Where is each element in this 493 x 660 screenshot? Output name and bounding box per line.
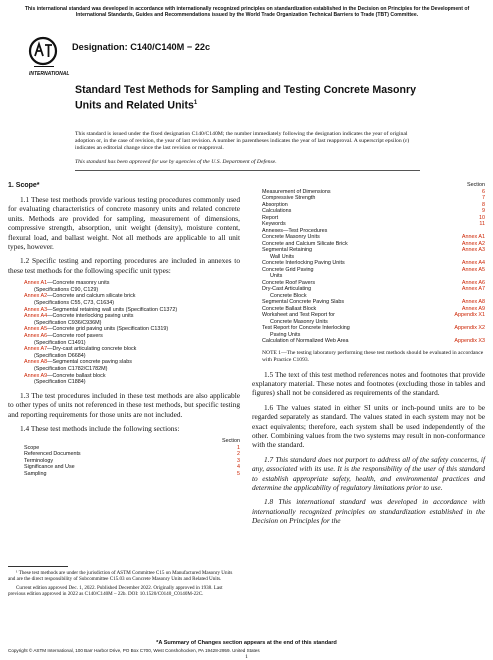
section-link[interactable]: 11 <box>479 221 485 227</box>
designation: Designation: C140/C140M − 22c <box>72 42 211 52</box>
para-1-1: 1.1 These test methods provide various testing procedures commonly used for evaluating characteristics of concrete masonry units and related concrete units. Methods are provided for sampling, measurement of dimensions, compressive strength, absorption, unit weight (density), moisture content, flexural load, and ballast weight. Not all methods are applicable to all unit types, however. <box>8 195 240 252</box>
section-link[interactable]: Annex A7 <box>461 286 485 292</box>
para-1-3: 1.3 The test procedures included in these test methods are also applicable to other types of units not referenced in these test methods, but specific testing and reporting requirements for those units are not included. <box>8 390 240 419</box>
annex-list <box>24 280 240 386</box>
annex-link[interactable]: Annex A8 <box>24 359 48 366</box>
annex-item: Annex A4—Concrete interlocking paving units (Specification C936/C936M) <box>24 313 134 326</box>
toc-row-continuation: Wall Units <box>270 253 295 260</box>
toc-row: Compressive Strength 7 <box>262 195 485 201</box>
right-column <box>252 182 485 531</box>
section-link[interactable]: Appendix X1 <box>454 312 485 318</box>
section-link[interactable]: 5 <box>237 470 240 477</box>
copyright: Copyright © ASTM International, 100 Barr Harbor Drive, PO Box C700, West Conshohocken, PA 19428-2959. United States <box>8 648 260 653</box>
section-link[interactable]: Annex A1 <box>461 234 485 240</box>
astm-logo-icon <box>28 36 70 84</box>
annex-link[interactable]: Annex A9 <box>24 372 48 379</box>
logo-text: INTERNATIONAL <box>29 71 70 77</box>
section-link[interactable]: 6 <box>482 188 485 195</box>
annex-item: Annex A6—Concrete roof pavers (Specification C1491) <box>24 333 103 346</box>
section-link[interactable]: 4 <box>237 464 240 471</box>
annex-link[interactable]: Annex A2 <box>24 293 48 300</box>
toc-row: Calculation of Normalized Web Area Appendix X3 <box>262 338 485 344</box>
para-1-5: 1.5 The text of this test method references notes and footnotes that provide explanatory material. These notes and footnotes (excluding those in tables and figures) shall not be considered as requirements of the standard. <box>252 369 485 398</box>
toc-row: Calculations 9 <box>262 208 485 214</box>
toc-row: Dry-Cast Articulating Annex A7 <box>262 286 485 292</box>
toc-row: Scope 1 <box>24 444 240 451</box>
toc-header: Section <box>222 438 240 445</box>
toc-row: Annexes—Test Procedures <box>262 227 328 234</box>
section-link[interactable]: 2 <box>237 451 240 458</box>
para-1-7: 1.7 This standard does not purport to address all of the safety concerns, if any, associated with its use. It is the responsibility of the user of this standard to establish appropriate safety, health, and environmental practices and determine the applicability of regulatory limitations prior to use. <box>252 454 485 492</box>
section-link[interactable]: Annex A8 <box>461 299 485 305</box>
toc-row-continuation: Concrete Block <box>270 292 307 299</box>
toc-row: Concrete and Calcium Silicate Brick Annex A2 <box>262 240 485 247</box>
toc-row: Segmental Concrete Paving Slabs Annex A8 <box>262 299 485 305</box>
annex-link[interactable]: Annex A3 <box>24 306 48 313</box>
footnote-1: ¹ These test methods are under the jurisdiction of ASTM Committee C15 on Manufactured Masonry Units and are the direct responsibility of Subcommittee C15.03 on Concrete Masonry Units and Related Units. <box>8 570 233 583</box>
standard-issue-note: This standard is issued under the fixed designation C140/C140M; the number immediately following the designation indicates the year of original adoption or, in the case of revision, the year of last revision. A number in parentheses indicates the year of last reapproval. A superscript epsilon (ε) indicates an editorial change since the last revision or reapproval. <box>75 131 410 152</box>
section-link[interactable]: 3 <box>237 457 240 464</box>
section-link[interactable]: Annex A6 <box>461 279 485 286</box>
toc-row: Concrete Roof Pavers Annex A6 <box>262 279 485 286</box>
annex-item: Annex A8—Segmental concrete paving slabs (Specification C1782/C1782M) <box>24 359 132 372</box>
annex-item: Annex A2—Concrete and calcium silicate brick (Specifications C55, C73, C1634) <box>24 293 136 307</box>
footnote-divider <box>8 566 68 567</box>
astm-logo <box>28 36 70 84</box>
section-link[interactable]: Annex A9 <box>461 305 485 312</box>
toc-row-continuation: Units <box>270 273 283 279</box>
toc-row: Report 10 <box>262 214 485 221</box>
annex-item: Annex A9—Concrete ballast block (Specification C1884) <box>24 372 106 386</box>
dod-approval-note: This standard has been approved for use by agencies of the U.S. Department of Defense. <box>75 159 277 165</box>
annex-link[interactable]: Annex A6 <box>24 333 48 339</box>
page-number: 1 <box>245 654 248 660</box>
footnotes <box>8 570 240 599</box>
footnote-2: Current edition approved Dec. 1, 2022. Published December 2022. Originally approved in 1938. Last previous edition approved in 2022 as C140/C140M – 22b. DOI: 10.1520/C0140_C0140M-22C. <box>8 584 223 597</box>
annex-item: Annex A7—Dry-cast articulating concrete block (Specification D6684) <box>24 346 137 359</box>
section-link[interactable]: 7 <box>482 195 485 201</box>
section-link[interactable]: Appendix X2 <box>454 325 485 331</box>
annex-item: Annex A1—Concrete masonry units (Specifications C90, C129) <box>24 280 110 293</box>
annex-link[interactable]: Annex A7 <box>24 346 48 353</box>
annex-link[interactable]: Annex A5 <box>24 326 48 333</box>
section-link[interactable]: 8 <box>482 201 485 208</box>
scope-heading: 1. Scope* <box>8 182 40 189</box>
toc-row-continuation: Paving Units <box>270 331 301 338</box>
toc-row: Terminology 3 <box>24 457 240 464</box>
annex-item: Annex A3—Segmental retaining wall units (Specification C1372) <box>24 306 178 313</box>
toc-row: Test Report for Concrete Interlocking Appendix X2 <box>262 325 485 331</box>
toc-row: Concrete Grid Paving Annex A5 <box>262 266 485 273</box>
toc-row: Concrete Ballast Block Annex A9 <box>262 305 485 312</box>
para-1-6: 1.6 The values stated in either SI units or inch-pound units are to be regarded separately as standard. The values stated in each system may not be exact equivalents; therefore, each system shall be used independently of the other. Combining values from the two systems may result in non-conformance with the standard. <box>252 402 485 450</box>
toc-row: Significance and Use 4 <box>24 464 240 471</box>
note-1: NOTE 1—The testing laboratory performing these test methods should be evaluated in accordance with Practice C1093. <box>262 349 484 363</box>
section-link[interactable]: 1 <box>237 444 240 451</box>
annex-link[interactable]: Annex A1 <box>24 280 48 287</box>
toc-row: Worksheet and Test Report for Appendix X1 <box>262 312 485 318</box>
para-1-2: 1.2 Specific testing and reporting procedures are included in annexes to these test methods for the following specific unit types: <box>8 256 240 275</box>
title-divider <box>75 170 420 171</box>
left-column <box>8 182 240 482</box>
header-notice: This international standard was developed in accordance with internationally recognized principles on standardization established in the Decision on Principles for the Development of International Standards, Guides and Recommendations issued by the World Trade Organization Technical Barriers to Trade (TBT) Committee. <box>24 6 470 18</box>
toc-header: Section <box>467 182 485 188</box>
section-table-right <box>262 182 485 345</box>
section-link[interactable]: Annex A2 <box>461 240 485 247</box>
section-link[interactable]: Annex A4 <box>461 260 485 266</box>
toc-row: Sampling 5 <box>24 470 240 477</box>
section-link[interactable]: Annex A3 <box>461 247 485 253</box>
document-title <box>75 84 435 112</box>
toc-row: Absorption 8 <box>262 201 485 208</box>
section-link[interactable]: Annex A5 <box>461 266 485 273</box>
toc-row: Concrete Masonry Units Annex A1 <box>262 234 485 240</box>
toc-row: Segmental Retaining Annex A3 <box>262 247 485 253</box>
toc-row: Keywords 11 <box>262 221 485 227</box>
toc-row: Measurement of Dimensions 6 <box>262 188 485 195</box>
section-link[interactable]: 10 <box>479 214 485 221</box>
annex-item: Annex A5—Concrete grid paving units (Specification C1319) <box>24 326 169 333</box>
section-link[interactable]: 9 <box>482 208 485 214</box>
annex-link[interactable]: Annex A4 <box>24 313 48 320</box>
para-1-4: 1.4 These test methods include the following sections: <box>20 423 180 433</box>
title-text: Standard Test Methods for Sampling and Testing Concrete Masonry Units and Related Units <box>75 84 417 112</box>
toc-row: Referenced Documents 2 <box>24 451 240 458</box>
title-footnote-mark: 1 <box>193 99 198 106</box>
toc-row: Concrete Interlocking Paving Units Annex A4 <box>262 260 485 266</box>
section-link[interactable]: Appendix X3 <box>454 338 485 344</box>
section-table-left <box>24 438 240 477</box>
summary-of-changes-note: *A Summary of Changes section appears at the end of this standard <box>156 640 337 646</box>
toc-row-continuation: Concrete Masonry Units <box>270 318 328 325</box>
para-1-8: 1.8 This international standard was developed in accordance with internationally recognized principles on standardization established in the Decision on Principles for the <box>252 497 485 526</box>
